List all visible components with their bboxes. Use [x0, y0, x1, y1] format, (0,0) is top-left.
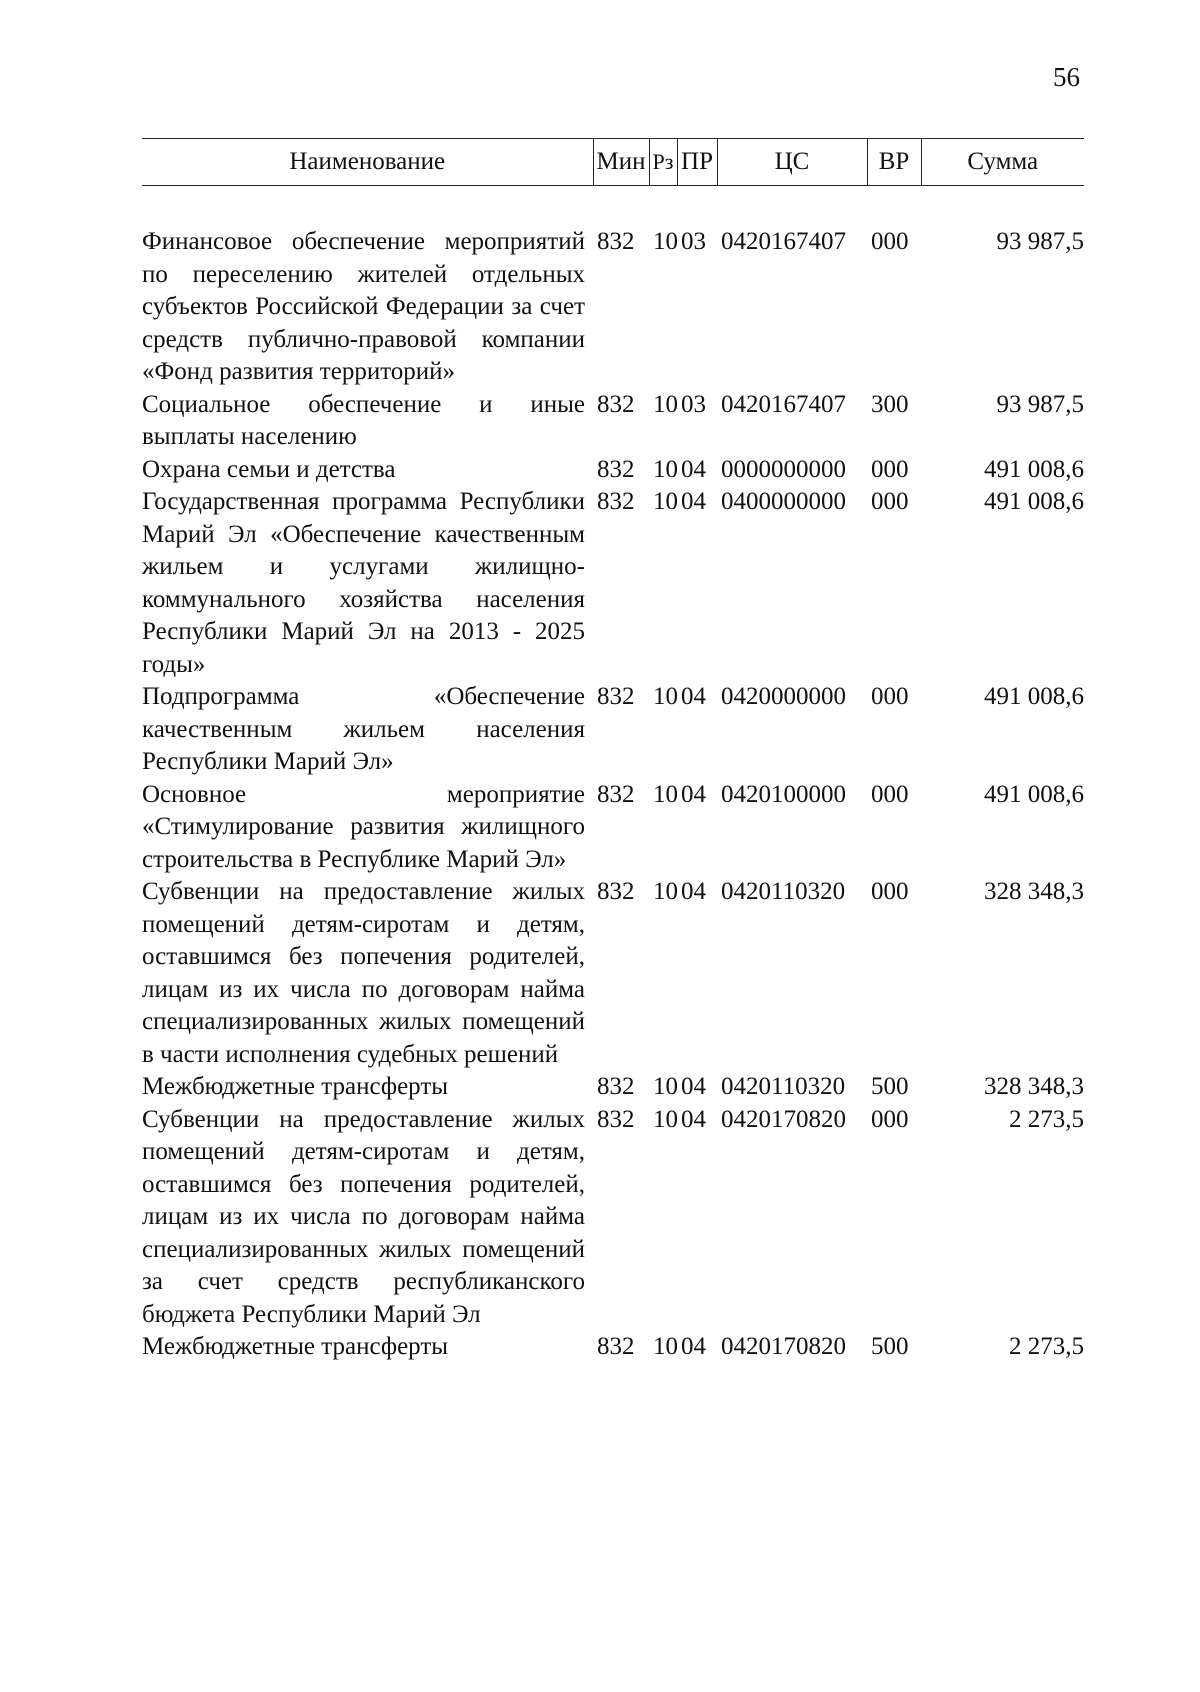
cell-rz: 10: [653, 780, 678, 808]
cell-rz: 10: [653, 1105, 678, 1133]
cell-rz: 10: [653, 1333, 678, 1360]
table-body: [142, 186, 1084, 1364]
cell-rz: 10: [653, 488, 678, 515]
cell-sum: 2 273,5: [1009, 1333, 1084, 1360]
cell-vr: 000: [871, 455, 909, 483]
table-row: [142, 1071, 1084, 1104]
cell-vr: 000: [871, 228, 909, 255]
cell-rz: 10: [653, 228, 678, 255]
cell-rz: 10: [653, 455, 678, 483]
cell-cs: 0420167407: [721, 228, 846, 255]
cell-cs: 0420170820: [721, 1105, 846, 1133]
cell-name: Межбюджетные трансферты: [142, 1333, 449, 1360]
table-row: [142, 454, 1084, 487]
table-row: [142, 1104, 1084, 1332]
cell-name: Финансовое обеспечение мероприятий по переселению жителей отдельных субъектов Российской Федерации за счет средств публично-правовой компании «Фонд развития территорий»: [142, 228, 585, 385]
cell-sum: 491 008,6: [984, 780, 1084, 808]
budget-table: [142, 138, 1084, 1364]
cell-sum: 491 008,6: [984, 488, 1084, 515]
cell-min: 832: [597, 780, 635, 808]
cell-min: 832: [597, 683, 635, 710]
cell-vr: 000: [871, 1105, 909, 1133]
cell-cs: 0420110320: [721, 1073, 846, 1100]
cell-cs: 0420110320: [721, 878, 846, 905]
header-min: Мин: [593, 139, 649, 186]
cell-sum: 328 348,3: [984, 1073, 1084, 1100]
cell-name: Подпрограмма «Обеспечение качественным жильем населения Республики Марий Эл»: [142, 683, 585, 775]
cell-vr: 500: [871, 1073, 909, 1100]
cell-sum: 491 008,6: [984, 683, 1084, 710]
cell-sum: 2 273,5: [1009, 1105, 1084, 1133]
cell-pr: 04: [681, 1105, 706, 1133]
cell-min: 832: [597, 1105, 635, 1133]
table-row: [142, 779, 1084, 877]
cell-name: Социальное обеспечение и иные выплаты населению: [142, 390, 585, 450]
table-row: [142, 1331, 1084, 1364]
header-vr: ВР: [867, 139, 921, 186]
cell-cs: 0420100000: [721, 780, 846, 808]
cell-pr: 04: [681, 780, 706, 808]
cell-vr: 000: [871, 683, 909, 710]
cell-name: Основное мероприятие «Стимулирование развития жилищного строительства в Республике Марий Эл»: [142, 780, 585, 873]
cell-rz: 10: [653, 683, 678, 710]
header-spacer: [142, 186, 1084, 227]
cell-min: 832: [597, 228, 635, 255]
cell-pr: 04: [681, 488, 706, 515]
cell-vr: 300: [871, 390, 909, 418]
cell-pr: 04: [681, 1073, 706, 1100]
cell-cs: 0420170820: [721, 1333, 846, 1360]
header-cs: ЦС: [717, 139, 867, 186]
cell-cs: 0000000000: [721, 455, 846, 483]
cell-pr: 03: [681, 390, 706, 418]
cell-vr: 000: [871, 780, 909, 808]
cell-cs: 0420167407: [721, 390, 846, 418]
table-row: [142, 226, 1084, 389]
cell-cs: 0400000000: [721, 488, 846, 515]
cell-name: Субвенции на предоставление жилых помещений детям-сиротам и детям, оставшимся без попечения родителей, лицам из их числа по договорам найма специализированных жилых помещений в части исполнения судебных решений: [142, 878, 585, 1068]
page-number: 56: [1053, 62, 1080, 92]
cell-min: 832: [597, 488, 635, 515]
header-pr: ПР: [677, 139, 717, 186]
cell-sum: 328 348,3: [984, 878, 1084, 905]
cell-min: 832: [597, 1333, 635, 1360]
cell-pr: 03: [681, 228, 706, 255]
table-row: [142, 876, 1084, 1071]
cell-vr: 000: [871, 488, 909, 515]
table-row: [142, 486, 1084, 681]
cell-pr: 04: [681, 878, 706, 905]
header-name: Наименование: [142, 139, 593, 186]
cell-sum: 93 987,5: [996, 228, 1084, 255]
cell-rz: 10: [653, 878, 678, 905]
header-sum: Сумма: [921, 139, 1084, 186]
cell-rz: 10: [653, 1073, 678, 1100]
cell-vr: 000: [871, 878, 909, 905]
cell-pr: 04: [681, 455, 706, 483]
cell-min: 832: [597, 1073, 635, 1100]
cell-name: Государственная программа Республики Марий Эл «Обеспечение качественным жильем и услугами жилищно-коммунального хозяйства населения Республики Марий Эл на 2013 - 2025 годы»: [142, 488, 585, 678]
cell-name: Субвенции на предоставление жилых помещений детям-сиротам и детям, оставшимся без попечения родителей, лицам из их числа по договорам найма специализированных жилых помещений за счет средств республиканского бюджета Республики Марий Эл: [142, 1105, 585, 1328]
cell-sum: 93 987,5: [996, 390, 1084, 418]
cell-min: 832: [597, 390, 635, 418]
cell-cs: 0420000000: [721, 683, 846, 710]
cell-name: Межбюджетные трансферты: [142, 1073, 449, 1100]
cell-min: 832: [597, 455, 635, 483]
table-row: [142, 389, 1084, 454]
header-rz: Рз: [649, 139, 677, 186]
cell-pr: 04: [681, 1333, 706, 1360]
cell-vr: 500: [871, 1333, 909, 1360]
cell-rz: 10: [653, 390, 678, 418]
table-row: [142, 681, 1084, 779]
cell-pr: 04: [681, 683, 706, 710]
cell-sum: 491 008,6: [984, 455, 1084, 483]
table-header: [142, 139, 1084, 186]
cell-name: Охрана семьи и детства: [142, 455, 396, 483]
cell-min: 832: [597, 878, 635, 905]
